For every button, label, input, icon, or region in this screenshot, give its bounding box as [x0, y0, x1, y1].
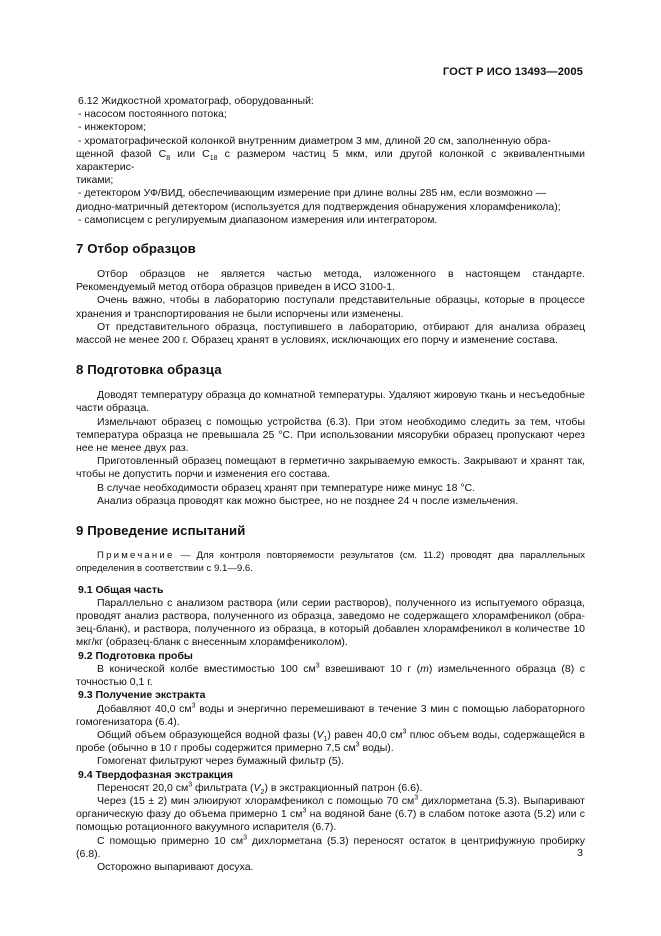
paragraph: Приготовленный образец помещают в герметично закрываемую емкость. Закрывают и хранят так, чтобы не допустить порчи и изменения его состава. — [76, 455, 585, 481]
superscript: 3 — [191, 702, 196, 709]
text-fragment: на водяной бане (6.7) в слабом потоке азота (5.2) или с помощью ротационного вакуумного испарителя (6.7). — [76, 808, 586, 834]
section-9-heading: 9 Проведение испытаний — [76, 523, 246, 539]
subscript: 1 — [323, 736, 328, 743]
variable: V — [316, 728, 324, 741]
paragraph — [76, 782, 585, 795]
paragraph — [76, 663, 585, 689]
section-8-heading: 8 Подготовка образца — [76, 362, 222, 378]
text-fragment: ) измельченного образца (8) с точностью 0,1 г. — [76, 662, 585, 689]
superscript: 3 — [188, 781, 193, 789]
superscript: 3 — [402, 728, 407, 736]
page-number: 3 — [577, 847, 583, 859]
text-fragment: щенной фазой С — [76, 147, 167, 160]
clause-6-12-title: 6.12 Жидкостной хроматограф, оборудованный: — [78, 95, 314, 107]
paragraph: В случае необходимости образец хранят при температуре ниже минус 18 °С. — [97, 481, 476, 494]
note-label: Примечание — [97, 550, 175, 562]
paragraph: Отбор образцов не является частью метода, изложенного в настоящем стандарте. Рекомендуемый метод отбора образцов приведен в ИСО 3100-1. — [76, 268, 585, 294]
text-fragment: с размером частиц 5 мкм, или другой колонкой с эквивалентными характерис- — [76, 147, 585, 174]
text-fragment: фильтрата ( — [192, 781, 254, 794]
paragraph: Осторожно выпаривают досуха. — [97, 860, 254, 873]
variable: m — [420, 662, 429, 675]
list-item — [76, 135, 585, 188]
text-fragment: В конической колбе вместимостью 100 см — [97, 662, 316, 675]
text-line: диодно-матричный детектором (используется для подтверждения обнаружения хлорамфеникола); — [76, 200, 561, 213]
text-fragment: Общий объем образующейся водной фазы ( — [97, 728, 317, 741]
text-fragment: Переносят 20,0 см — [97, 781, 189, 794]
text-fragment: ) в экстракционный патрон (6.6). — [264, 781, 423, 794]
text-fragment: Через (15 ± 2) мин элюируют хлорамфеникол с помощью 70 см — [97, 794, 415, 807]
variable: V — [253, 781, 261, 794]
text-fragment: или С — [170, 147, 210, 160]
paragraph: Доводят температуру образца до комнатной температуры. Удаляют жировую ткань и несъедобные части образца. — [76, 389, 585, 415]
clause-9-1-title: 9.1 Общая часть — [78, 583, 164, 596]
list-item: - инжектором; — [78, 121, 146, 134]
paragraph — [76, 795, 585, 835]
paragraph: Измельчают образец с помощью устройства (6.3). При этом необходимо следить за тем, чтобы температура образца не превышала 25 °С. При использовании мясорубки образец пропускают через нее не менее двух раз. — [76, 415, 585, 455]
text-fragment: дихлорметана (5.3). Выпаривают органическую фазу до объема примерно 1 см — [76, 794, 585, 821]
clause-9-2-title: 9.2 Подготовка пробы — [78, 649, 193, 662]
superscript: 3 — [355, 741, 360, 749]
paragraph: Анализ образца проводят как можно быстрее, но не позднее 24 ч после измельчения. — [97, 494, 519, 507]
clause-9-4-title: 9.4 Твердофазная экстракция — [78, 768, 233, 781]
paragraph: Очень важно, чтобы в лабораторию поступали представительные образцы, которые в процессе хранения и транспортирования не были испорчены или изменены. — [76, 294, 585, 320]
text-fragment: Добавляют 40,0 см — [97, 702, 192, 715]
section-7-heading: 7 Отбор образцов — [76, 241, 196, 257]
paragraph: Гомогенат фильтруют через бумажный фильтр (5). — [97, 755, 345, 768]
subscript: 8 — [166, 154, 171, 162]
subscript: 2 — [260, 788, 265, 796]
text-line: - хроматографической колонкой внутренним диаметром 3 мм, длиной 20 см, заполненную обра- — [78, 134, 551, 147]
clause-9-3-title: 9.3 Получение экстракта — [78, 689, 206, 702]
paragraph — [76, 835, 585, 861]
paragraph: От представительного образца, поступившего в лабораторию, отбирают для анализа образец массой не менее 200 г. Образец хранят в условиях, исключающих его порчу и изменение состава. — [76, 320, 585, 347]
superscript: 3 — [243, 834, 247, 842]
list-item: - самописцем с регулируемым диапазоном измерения или интегратором. — [78, 213, 438, 226]
text-fragment: воды). — [359, 742, 394, 755]
superscript: 3 — [315, 662, 320, 670]
document-code: ГОСТ Р ИСО 13493—2005 — [442, 66, 583, 78]
text-fragment: воды и энергично перемешивают в течение 3 мин с помощью лабораторного гомогенизатора (6.4). — [76, 702, 585, 728]
paragraph: Параллельно с анализом раствора (или серии растворов), полученного из испытуемого образца, проводят анализ раствора, полученного из образца, заведомо не содержащего хлорамфеникол (обра-зец-бланк), и раствора, полученного из образца, в который добавлен хлорамфеникол в количестве 10 мкг/кг (образец-бланк с внесенным хлорамфениколом). — [76, 596, 585, 649]
note — [76, 550, 585, 576]
page-content — [76, 95, 585, 874]
paragraph — [76, 703, 585, 729]
superscript: 3 — [414, 794, 419, 802]
text-fragment: взвешивают 10 г ( — [319, 662, 421, 675]
text-fragment: плюс объем воды, содержащейся в пробе (обычно в 10 г пробы содержится примерно 7,5 см — [76, 728, 585, 755]
text-fragment: ) равен 40,0 см — [327, 728, 403, 741]
text-fragment: дихлорметана (5.3) переносят остаток в центрифужную пробирку (6.8). — [76, 834, 585, 860]
text-line: тиками; — [76, 174, 114, 187]
note-text: — Для контроля повторяемости результатов (см. 11.2) проводят два параллельных определения в соответствии с 9.1—9.6. — [76, 550, 585, 574]
text-line: - детектором УФ/ВИД, обеспечивающим измерение при длине волны 285 нм, если возможно — — [78, 187, 547, 200]
list-item: - насосом постоянного потока; — [78, 108, 227, 121]
paragraph — [76, 729, 585, 755]
text-fragment: С помощью примерно 10 см — [97, 834, 244, 847]
superscript: 3 — [302, 807, 307, 815]
list-item — [76, 187, 585, 213]
subscript: 18 — [209, 154, 218, 162]
